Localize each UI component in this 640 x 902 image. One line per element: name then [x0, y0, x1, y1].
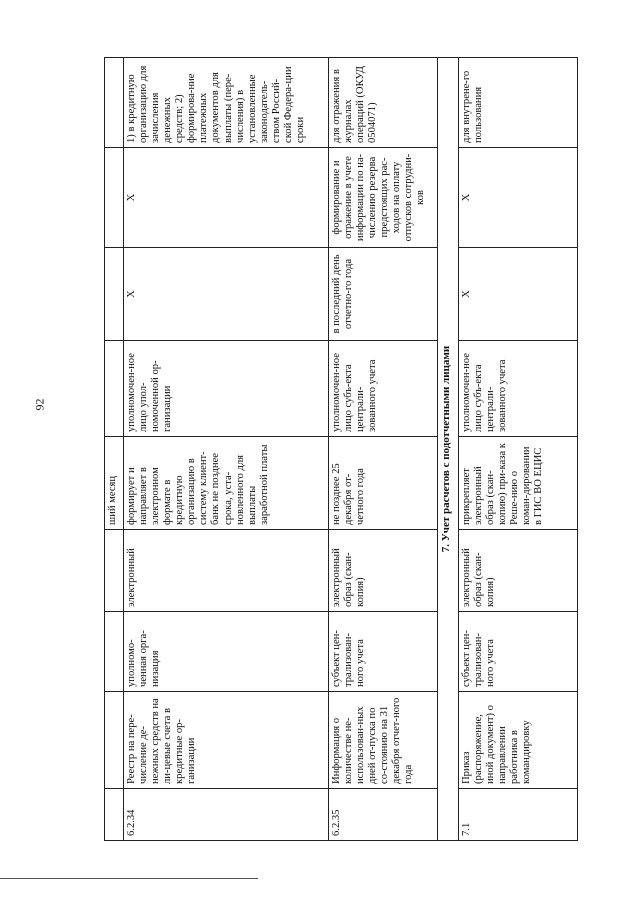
table-row [329, 58, 438, 841]
cell-number: 6.2.35 [329, 789, 438, 841]
cell-empty [105, 148, 124, 248]
cell-form: электронный [124, 530, 329, 612]
cell-creator: уполномо-ченная орга-низация [124, 612, 329, 692]
cell-form: электронный образ (скан-копия) [329, 530, 438, 612]
table-row [124, 58, 329, 841]
cell-note: для отражения в журналах операций (ОКУД 0504071) [329, 58, 438, 148]
cell-number: 7.1 [459, 789, 578, 841]
cell-note: 1) в кредитную организацию для зачисления денежных средств; 2) формирова-ние платежных документов для выплаты (пере-числения) в установленные законодатель-ством Россий-ской Федера-ции сроки [124, 58, 329, 148]
cell-document: Приказ (распоряжение, иной документ) о направлении работника в командировку [459, 692, 578, 789]
cell-creator: субъект цен-трализован-ного учета [329, 612, 438, 692]
cell-date: в последний день отчетно-го года [329, 248, 438, 341]
cell-date: X [124, 248, 329, 341]
cell-number: 6.2.34 [124, 789, 329, 841]
section-title: 7. Учет расчетов с подотчетными лицами [438, 58, 459, 841]
cell-deadline: прикрепляет электронный образ (скан-копию) при-каза к Реше-нию о коман-дировании в ГИС ВО ЕЦИС [459, 437, 578, 530]
cell-note: для внутрене-го пользования [459, 58, 578, 148]
rotated-table-container [104, 58, 584, 841]
cell-deadline: формирует и направляет в электронном формате в кредитную организацию в систему клиент- банк не позднее срока, уста-новленного для выплаты заработной платы [124, 437, 329, 530]
cell-document: Информация о количестве не-использован-ных дней от-пуска по со-стоянию на 31 декабря отчет-ного года [329, 692, 438, 789]
cell-distribution: X [124, 148, 329, 248]
cell-empty [105, 341, 124, 437]
page-number: 92 [32, 398, 47, 411]
cell-form: электронный образ (скан-копия) [459, 530, 578, 612]
accounting-table [104, 57, 578, 841]
cell-responsible: уполномочен-ное лицо субъ-екта централи-зованного учета [329, 341, 438, 437]
section-header-row [438, 58, 459, 841]
footer-rule [0, 878, 258, 879]
cell-creator: субъект цен-трализован-ного учета [459, 612, 578, 692]
cell-empty [105, 789, 124, 841]
table-row [459, 58, 578, 841]
cell-distribution: X [459, 148, 578, 248]
cell-distribution: формирование и отражение в учете информации по на-числению резерва предстоящих рас-ходов на оплату отпусков сотрудни-ков [329, 148, 438, 248]
table-row-continuation [105, 58, 124, 841]
cell-responsible: уполномочен-ное лицо упол-номоченной ор-ганизации [124, 341, 329, 437]
cell-empty [105, 58, 124, 148]
cell-empty [105, 692, 124, 789]
cell-empty [105, 530, 124, 612]
cell-deadline-fragment: ший месяц [105, 437, 124, 530]
cell-date: X [459, 248, 578, 341]
cell-responsible: уполномочен-ное лицо субъ-екта централи-зованного учета [459, 341, 578, 437]
cell-document: Реестр на пере-числение де-нежных средств на ли-цевые счета в кредитные ор-ганизации [124, 692, 329, 789]
cell-empty [105, 248, 124, 341]
cell-empty [105, 612, 124, 692]
cell-deadline: не позднее 25 декабря от-четного года [329, 437, 438, 530]
